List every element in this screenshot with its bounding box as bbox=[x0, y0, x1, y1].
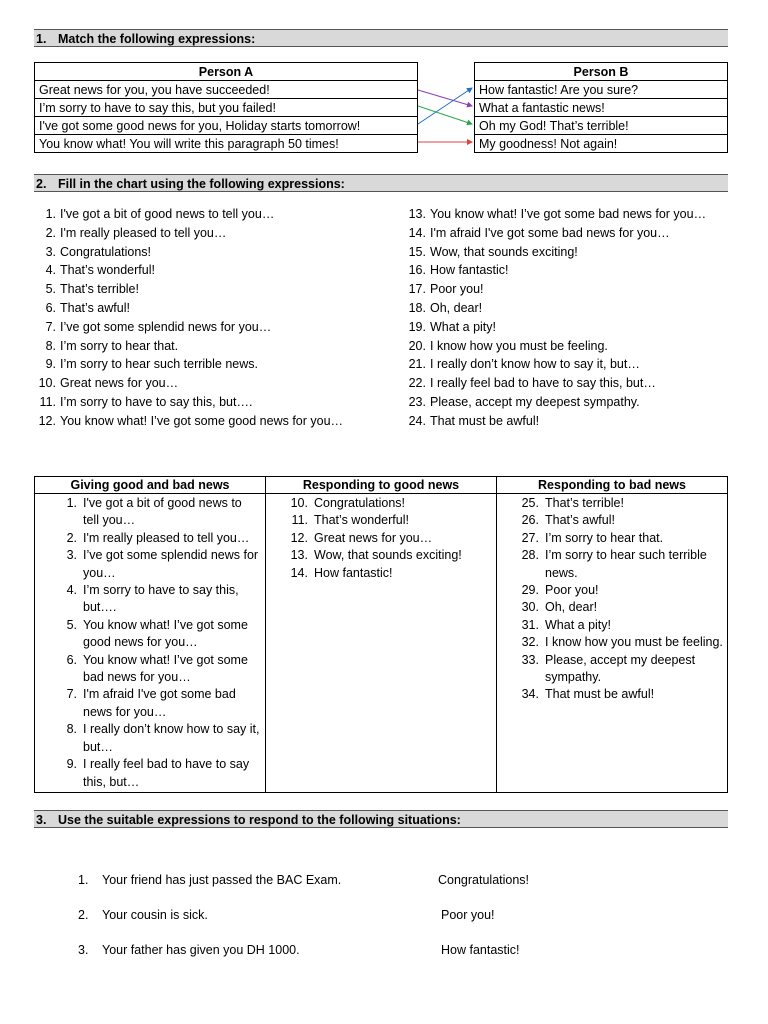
list-item: 4. That’s wonderful! bbox=[45, 263, 155, 278]
list-item: 5. That’s terrible! bbox=[45, 282, 139, 297]
list-item: 10. Congratulations! bbox=[290, 496, 406, 510]
person-a-header: Person A bbox=[35, 63, 418, 81]
list-item: 30. Oh, dear! bbox=[521, 600, 598, 615]
list-item: 10. Great news for you… bbox=[38, 376, 179, 391]
list-item: 22. I really feel bad to have to say this, but… bbox=[408, 376, 656, 391]
list-item: 17. Poor you! bbox=[408, 282, 484, 297]
list-item: 4. I’m sorry to have to say this, but…. bbox=[66, 583, 239, 615]
person-b-header: Person B bbox=[475, 63, 728, 81]
list-item: 9. I’m sorry to hear such terrible news. bbox=[45, 357, 258, 372]
situation-response: Poor you! bbox=[441, 908, 495, 922]
list-item: 2. I'm really pleased to tell you… bbox=[66, 530, 250, 545]
list-item: 12. Great news for you… bbox=[290, 530, 433, 545]
chart-header-giving: Giving good and bad news bbox=[35, 477, 266, 494]
list-item: 2. I'm really pleased to tell you… bbox=[45, 225, 227, 240]
list-item: 23. Please, accept my deepest sympathy. bbox=[408, 394, 640, 409]
list-item: 3. I’ve got some splendid news for you… bbox=[66, 548, 259, 580]
list-item: 3. Congratulations! bbox=[45, 244, 152, 259]
situation-item: 2. Your cousin is sick. bbox=[78, 908, 208, 922]
arrow-a3-b1 bbox=[418, 88, 472, 124]
list-item: 6. That’s awful! bbox=[45, 300, 130, 315]
list-item: 14. I'm afraid I've got some bad news for you… bbox=[408, 225, 670, 240]
chart-col-giving bbox=[35, 494, 266, 793]
list-item: 8. I’m sorry to hear that. bbox=[45, 338, 179, 353]
person-a-cell: You know what! You will write this paragraph 50 times! bbox=[35, 135, 418, 153]
section-number: 3. bbox=[36, 813, 47, 827]
list-item: 7. I'm afraid I've got some bad news for you… bbox=[66, 687, 236, 719]
list-item: 1. I've got a bit of good news to tell you… bbox=[66, 496, 242, 528]
list-item: 16. How fantastic! bbox=[408, 263, 509, 278]
list-item: 1. I've got a bit of good news to tell you… bbox=[45, 207, 275, 221]
list-item: 9. I really feel bad to have to say this, but… bbox=[66, 757, 250, 789]
section-2-heading bbox=[34, 174, 728, 192]
list-item: 14. How fantastic! bbox=[290, 565, 393, 580]
section-number: 2. bbox=[36, 177, 47, 191]
list-item: 6. You know what! I’ve got some bad news for you… bbox=[66, 652, 248, 685]
arrow-a1-b2 bbox=[418, 90, 472, 106]
list-item: 12. You know what! I’ve got some good news for you… bbox=[38, 413, 344, 428]
person-a-cell: Great news for you, you have succeeded! bbox=[35, 81, 418, 99]
list-item: 33. Please, accept my deepest sympathy. bbox=[521, 652, 696, 685]
section-title: Match the following expressions: bbox=[58, 32, 256, 46]
list-item: 13. Wow, that sounds exciting! bbox=[290, 548, 462, 563]
situation-item: 3. Your father has given you DH 1000. bbox=[78, 943, 300, 957]
section-title: Use the suitable expressions to respond to the following situations: bbox=[58, 813, 461, 827]
list-item: 31. What a pity! bbox=[521, 617, 611, 632]
expressions-list-right bbox=[404, 205, 734, 431]
list-item: 15. Wow, that sounds exciting! bbox=[408, 244, 578, 259]
list-item: 34. That must be awful! bbox=[521, 687, 655, 702]
person-b-cell: My goodness! Not again! bbox=[475, 135, 728, 153]
person-a-cell: I've got some good news for you, Holiday starts tomorrow! bbox=[35, 117, 418, 135]
chart-header-bad: Responding to bad news bbox=[497, 477, 728, 494]
list-item: 18. Oh, dear! bbox=[408, 300, 483, 315]
person-a-cell: I’m sorry to have to say this, but you failed! bbox=[35, 99, 418, 117]
chart-header-good: Responding to good news bbox=[266, 477, 497, 494]
section-3-heading bbox=[34, 810, 728, 828]
answer-chart bbox=[34, 476, 728, 793]
person-b-cell: What a fantastic news! bbox=[475, 99, 728, 117]
chart-col-good bbox=[266, 494, 497, 793]
list-item: 20. I know how you must be feeling. bbox=[408, 338, 608, 353]
list-item: 8. I really don’t know how to say it, but… bbox=[66, 722, 260, 754]
list-item: 29. Poor you! bbox=[521, 583, 599, 598]
list-item: 21. I really don’t know how to say it, but… bbox=[408, 357, 640, 372]
section-title: Fill in the chart using the following expressions: bbox=[58, 177, 345, 191]
list-item: 26. That’s awful! bbox=[521, 513, 615, 528]
situation-response: Congratulations! bbox=[438, 873, 530, 887]
list-item: 5. You know what! I’ve got some good news for you… bbox=[66, 617, 248, 650]
list-item: 19. What a pity! bbox=[408, 319, 496, 334]
situation-item: 1. Your friend has just passed the BAC Exam. bbox=[78, 873, 342, 887]
section-number: 1. bbox=[36, 32, 47, 46]
list-item: 11. That’s wonderful! bbox=[291, 513, 409, 528]
list-item: 28. I’m sorry to hear such terrible news. bbox=[521, 548, 707, 580]
list-item: 32. I know how you must be feeling. bbox=[521, 635, 723, 650]
list-item: 13. You know what! I’ve got some bad news for you… bbox=[408, 207, 707, 221]
situation-response: How fantastic! bbox=[441, 943, 520, 957]
list-item: 11. I’m sorry to have to say this, but…. bbox=[39, 394, 253, 409]
arrow-a2-b3 bbox=[418, 106, 472, 124]
list-item: 24. That must be awful! bbox=[408, 413, 540, 428]
person-b-cell: How fantastic! Are you sure? bbox=[475, 81, 728, 99]
person-b-cell: Oh my God! That’s terrible! bbox=[475, 117, 728, 135]
matching-arrows bbox=[0, 0, 768, 200]
expressions-list-left bbox=[34, 205, 350, 431]
list-item: 25. That’s terrible! bbox=[521, 496, 624, 510]
chart-col-bad bbox=[497, 494, 728, 793]
list-item: 27. I’m sorry to hear that. bbox=[521, 530, 664, 545]
list-item: 7. I’ve got some splendid news for you… bbox=[45, 319, 272, 334]
